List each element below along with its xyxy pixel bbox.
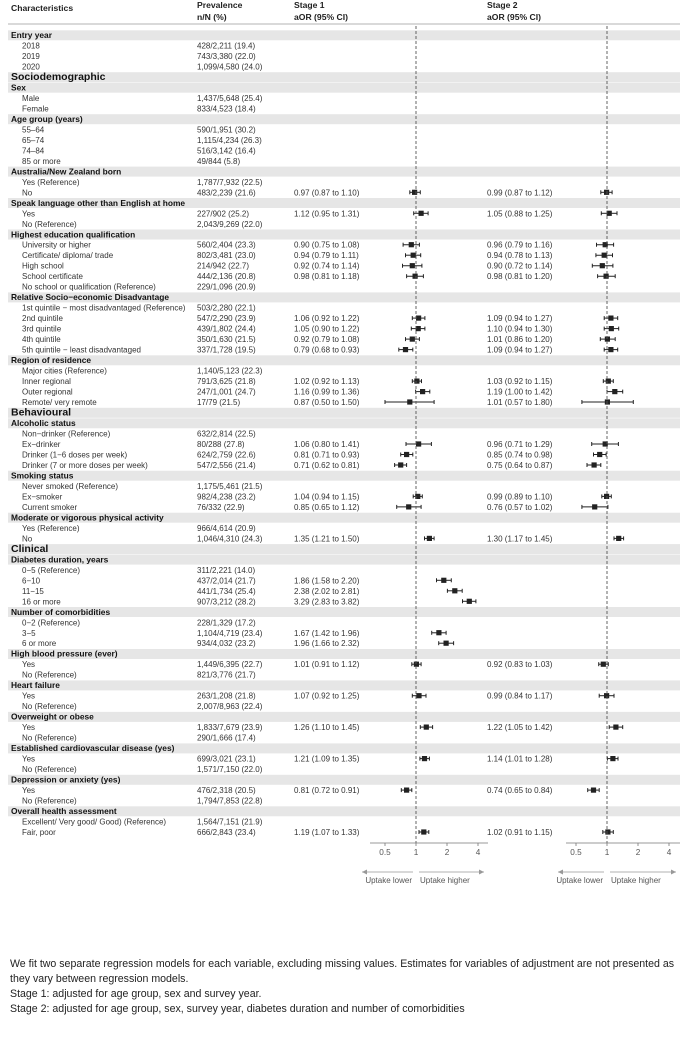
row-band-42 [8, 471, 680, 481]
stage2-point-40 [597, 452, 602, 457]
group-label-65: Overweight or obese [11, 711, 94, 722]
stage1-aor-20: 0.90 (0.75 to 1.08) [294, 240, 360, 250]
stage2-tick-label-0: 0.5 [570, 848, 582, 857]
row-label-53: 11−15 [22, 586, 44, 596]
stage1-aor-57: 1.67 (1.42 to 1.96) [294, 628, 360, 638]
stage1-aor-66: 1.26 (1.10 to 1.45) [294, 723, 360, 733]
row-label-63: Yes [22, 691, 36, 701]
stage1-aor-21: 0.94 (0.79 to 1.11) [294, 251, 359, 261]
stage1-aor-34: 1.16 (0.99 to 1.36) [294, 387, 360, 397]
stage2-point-28 [609, 326, 614, 331]
stage1-point-27 [416, 316, 421, 321]
stage2-aor-34: 1.19 (1.00 to 1.42) [487, 387, 553, 397]
row-label-44: Ex−smoker [22, 492, 63, 502]
stage1-point-53 [452, 588, 457, 593]
stage1-aor-44: 1.04 (0.94 to 1.15) [294, 492, 360, 502]
row-band-0 [8, 30, 680, 40]
row-label-76: Fair, poor [22, 828, 56, 837]
stage1-point-72 [404, 788, 409, 793]
row-label-9: 55–64 [22, 125, 45, 135]
prevalence-35: 17/79 (21.5) [197, 398, 241, 407]
row-label-64: No (Reference) [22, 702, 77, 712]
row-label-39: Ex−drinker [22, 440, 61, 449]
row-label-52: 6−10 [22, 576, 41, 586]
group-label-31: Region of residence [11, 355, 92, 366]
row-label-3: 2020 [22, 62, 40, 72]
stage1-aor-17: 1.12 (0.95 to 1.31) [294, 209, 360, 219]
prevalence-10: 1,115/4,234 (26.3) [197, 135, 262, 145]
prevalence-40: 624/2,759 (22.6) [197, 450, 256, 460]
row-label-35: Remote/ very remote [22, 398, 97, 407]
group-label-0: Entry year [11, 30, 52, 40]
row-label-32: Major cities (Reference) [22, 366, 107, 376]
stage1-aor-72: 0.81 (0.72 to 0.91) [294, 786, 360, 796]
prevalence-63: 263/1,208 (21.8) [197, 691, 256, 701]
stage2-point-22 [600, 263, 605, 268]
row-label-29: 4th quintile [22, 335, 61, 345]
stage1-point-39 [416, 441, 421, 446]
row-label-12: 85 or more [22, 156, 61, 166]
row-label-27: 2nd quintile [22, 314, 63, 324]
prevalence-60: 1,449/6,395 (22.7) [197, 660, 263, 670]
stage1-aor-76: 1.19 (1.07 to 1.33) [294, 828, 360, 837]
stage1-aor-63: 1.07 (0.92 to 1.25) [294, 691, 360, 701]
stage2-aor-76: 1.02 (0.91 to 1.15) [487, 828, 553, 837]
stage2-point-30 [608, 347, 613, 352]
row-label-58: 6 or more [22, 639, 57, 649]
stage1-aor-48: 1.35 (1.21 to 1.50) [294, 534, 360, 544]
prevalence-52: 437/2,014 (21.7) [197, 576, 256, 586]
row-label-38: Non−drinker (Reference) [22, 429, 111, 439]
prevalence-45: 76/332 (22.9) [197, 502, 245, 512]
row-label-28: 3rd quintile [22, 324, 62, 334]
footnote [10, 957, 678, 1017]
prevalence-17: 227/902 (25.2) [197, 209, 250, 219]
header-stage2: Stage 2 [487, 0, 518, 10]
stage1-direction-lower: Uptake lower [365, 876, 412, 885]
stage1-aor-29: 0.92 (0.79 to 1.08) [294, 335, 360, 345]
prevalence-57: 1,104/4,719 (23.4) [197, 628, 263, 638]
prevalence-43: 1,175/5,461 (21.5) [197, 481, 263, 491]
stage2-point-48 [616, 536, 621, 541]
stage2-aor-41: 0.75 (0.64 to 0.87) [487, 461, 553, 470]
stage2-point-21 [602, 253, 607, 258]
prevalence-33: 791/3,625 (21.8) [197, 377, 256, 387]
row-label-61: No (Reference) [22, 670, 77, 680]
stage2-aor-72: 0.74 (0.65 to 0.84) [487, 786, 553, 796]
stage2-aor-17: 1.05 (0.88 to 1.25) [487, 209, 553, 219]
stage1-aor-33: 1.02 (0.92 to 1.13) [294, 377, 360, 387]
row-label-54: 16 or more [22, 597, 61, 607]
stage1-point-17 [419, 211, 424, 216]
stage1-aor-35: 0.87 (0.50 to 1.50) [294, 398, 360, 407]
prevalence-34: 247/1,001 (24.7) [197, 387, 256, 397]
stage2-aor-30: 1.09 (0.94 to 1.27) [487, 345, 553, 355]
group-label-46: Moderate or vigorous physical activity [11, 512, 164, 523]
prevalence-38: 632/2,814 (22.5) [197, 429, 256, 439]
stage2-aor-20: 0.96 (0.79 to 1.16) [487, 240, 553, 250]
stage2-point-45 [592, 504, 597, 509]
group-label-8: Age group (years) [11, 113, 83, 124]
stage1-point-69 [422, 756, 427, 761]
row-band-36 [8, 408, 680, 418]
row-label-20: University or higher [22, 240, 91, 250]
stage1-aor-39: 1.06 (0.80 to 1.41) [294, 440, 360, 449]
prevalence-29: 350/1,630 (21.5) [197, 335, 256, 345]
stage1-aor-45: 0.85 (0.65 to 1.12) [294, 502, 360, 512]
stage2-aor-44: 0.99 (0.89 to 1.10) [487, 492, 553, 502]
stage2-point-33 [606, 379, 611, 384]
prevalence-27: 547/2,290 (23.9) [197, 314, 256, 324]
stage1-point-76 [421, 829, 426, 834]
stage1-point-21 [411, 253, 416, 258]
row-label-43: Never smoked (Reference) [22, 481, 119, 491]
prevalence-11: 516/3,142 (16.4) [197, 146, 256, 156]
group-label-19: Highest education qualification [11, 229, 136, 240]
stage1-point-54 [467, 599, 472, 604]
stage1-aor-58: 1.96 (1.66 to 2.32) [294, 639, 360, 649]
header-stage2-unit: aOR (95% CI) [487, 12, 541, 22]
prevalence-61: 821/3,776 (21.7) [197, 670, 256, 680]
prevalence-53: 441/1,734 (25.4) [197, 586, 256, 596]
row-label-7: Female [22, 104, 49, 114]
stage2-direction-lower: Uptake lower [556, 876, 603, 885]
stage2-tick-label-3: 4 [666, 848, 672, 857]
stage2-point-72 [591, 788, 596, 793]
stage1-point-30 [403, 347, 408, 352]
group-label-50: Diabetes duration, years [11, 554, 109, 565]
prevalence-66: 1,833/7,679 (23.9) [197, 723, 263, 733]
row-label-22: High school [22, 261, 64, 271]
header-stage1: Stage 1 [294, 0, 325, 10]
footnote-line-1: We fit two separate regression models for each variable, excluding missing values. Estimates for variables of adjustment are not presented as they vary between regression models. [10, 958, 675, 985]
row-band-50 [8, 555, 680, 565]
stage2-aor-63: 0.99 (0.84 to 1.17) [487, 691, 553, 701]
prevalence-6: 1,437/5,648 (25.4) [197, 93, 263, 103]
group-label-71: Depression or anxiety (yes) [11, 774, 121, 785]
stage2-aor-33: 1.03 (0.92 to 1.15) [487, 377, 553, 387]
prevalence-7: 833/4,523 (18.4) [197, 104, 256, 114]
stage1-point-35 [407, 399, 412, 404]
row-label-23: School certificate [22, 272, 83, 282]
prevalence-58: 934/4,032 (23.2) [197, 639, 256, 649]
stage1-aor-41: 0.71 (0.62 to 0.81) [294, 461, 360, 470]
section-label-36: Behavioural [11, 406, 72, 419]
footnote-line-3: Stage 2: adjusted for age group, sex, survey year, diabetes duration and number of comorbidities [10, 1003, 465, 1015]
row-label-73: No (Reference) [22, 796, 77, 806]
stage1-aor-53: 2.38 (2.02 to 2.81) [294, 586, 360, 596]
stage1-point-41 [398, 462, 403, 467]
stage2-aor-28: 1.10 (0.94 to 1.30) [487, 324, 553, 334]
prevalence-1: 428/2,211 (19.4) [197, 41, 256, 51]
prevalence-44: 982/4,238 (23.2) [197, 492, 256, 502]
prevalence-28: 439/1,802 (24.4) [197, 324, 256, 334]
group-label-59: High blood pressure (ever) [11, 648, 118, 659]
row-label-15: No [22, 188, 33, 198]
prevalence-51: 311/2,221 (14.0) [197, 565, 256, 575]
row-band-5 [8, 83, 680, 93]
header-prevalence: Prevalence [197, 0, 243, 10]
group-label-68: Established cardiovascular disease (yes) [11, 743, 175, 754]
prevalence-75: 1,564/7,151 (21.9) [197, 817, 263, 827]
stage1-aor-40: 0.81 (0.71 to 0.93) [294, 450, 360, 460]
row-label-2: 2019 [22, 52, 40, 61]
prevalence-39: 80/288 (27.8) [197, 440, 245, 449]
stage1-aor-28: 1.05 (0.90 to 1.22) [294, 324, 360, 334]
stage2-aor-39: 0.96 (0.71 to 1.29) [487, 440, 553, 449]
header-prevalence-unit: n/N (%) [197, 12, 227, 22]
stage1-aor-15: 0.97 (0.87 to 1.10) [294, 188, 360, 198]
stage1-point-52 [441, 578, 446, 583]
prevalence-12: 49/844 (5.8) [197, 156, 241, 166]
prevalence-48: 1,046/4,310 (24.3) [197, 534, 263, 544]
prevalence-32: 1,140/5,123 (22.3) [197, 366, 263, 376]
stage1-tick-label-2: 2 [444, 848, 450, 857]
prevalence-15: 483/2,239 (21.6) [197, 188, 256, 198]
stage2-tick-label-1: 1 [604, 848, 610, 857]
prevalence-41: 547/2,556 (21.4) [197, 461, 256, 470]
row-band-8 [8, 114, 680, 124]
stage1-point-34 [420, 389, 425, 394]
group-label-62: Heart failure [11, 680, 60, 691]
prevalence-76: 666/2,843 (23.4) [197, 828, 256, 837]
row-label-45: Current smoker [22, 502, 78, 512]
prevalence-67: 290/1,666 (17.4) [197, 733, 256, 743]
row-label-1: 2018 [22, 41, 40, 51]
row-label-11: 74–84 [22, 146, 45, 156]
row-label-57: 3−5 [22, 628, 36, 638]
stage2-aor-23: 0.98 (0.81 to 1.20) [487, 272, 553, 282]
prevalence-56: 228/1,329 (17.2) [197, 618, 256, 628]
stage1-point-40 [404, 452, 409, 457]
row-label-40: Drinker (1−6 doses per week) [22, 450, 128, 460]
stage1-tick-label-3: 4 [475, 848, 481, 857]
prevalence-18: 2,043/9,269 (22.0) [197, 219, 263, 229]
stage1-point-20 [409, 242, 414, 247]
row-label-33: Inner regional [22, 377, 71, 387]
stage2-point-76 [605, 829, 610, 834]
group-label-55: Number of comorbidities [11, 606, 111, 617]
stage2-aor-45: 0.76 (0.57 to 1.02) [487, 502, 553, 512]
stage2-aor-66: 1.22 (1.05 to 1.42) [487, 723, 553, 733]
prevalence-30: 337/1,728 (19.5) [197, 345, 256, 355]
stage1-aor-52: 1.86 (1.58 to 2.20) [294, 576, 360, 586]
stage1-tick-label-1: 1 [413, 848, 419, 857]
group-label-74: Overall health assessment [11, 806, 117, 816]
section-label-49: Clinical [11, 542, 49, 555]
group-label-13: Australia/New Zealand born [11, 166, 122, 177]
row-label-69: Yes [22, 754, 36, 764]
header-stage1-unit: aOR (95% CI) [294, 12, 348, 22]
row-label-26: 1st quintile − most disadvantaged (Reference) [22, 303, 186, 313]
footnote-line-2: Stage 1: adjusted for age group, sex and survey year. [10, 988, 262, 1000]
stage2-aor-69: 1.14 (1.01 to 1.28) [487, 754, 553, 764]
stage2-aor-48: 1.30 (1.17 to 1.45) [487, 534, 553, 544]
stage2-point-66 [613, 725, 618, 730]
stage1-aor-23: 0.98 (0.81 to 1.18) [294, 272, 360, 282]
stage2-tick-label-2: 2 [635, 848, 641, 857]
row-band-62 [8, 680, 680, 690]
stage2-point-23 [604, 274, 609, 279]
row-label-41: Drinker (7 or more doses per week) [22, 461, 148, 470]
row-band-4 [8, 72, 680, 82]
prevalence-73: 1,794/7,853 (22.8) [197, 796, 263, 806]
prevalence-23: 444/2,136 (20.8) [197, 272, 256, 282]
prevalence-2: 743/3,380 (22.0) [197, 52, 256, 61]
prevalence-24: 229/1,096 (20.9) [197, 282, 256, 292]
row-band-31 [8, 355, 680, 365]
row-label-14: Yes (Reference) [22, 177, 80, 187]
stage2-aor-60: 0.92 (0.83 to 1.03) [487, 660, 553, 670]
group-label-16: Speak language other than English at home [11, 197, 186, 208]
stage1-point-23 [413, 274, 418, 279]
group-label-37: Alcoholic status [11, 418, 76, 428]
row-label-10: 65–74 [22, 135, 45, 145]
stage2-aor-15: 0.99 (0.87 to 1.12) [487, 188, 553, 198]
row-label-48: No [22, 534, 33, 544]
prevalence-72: 476/2,318 (20.5) [197, 786, 256, 796]
prevalence-64: 2,007/8,963 (22.4) [197, 702, 263, 712]
stage2-point-41 [592, 462, 597, 467]
prevalence-21: 802/3,481 (23.0) [197, 251, 256, 261]
stage2-aor-21: 0.94 (0.78 to 1.13) [487, 251, 553, 261]
stage1-point-45 [406, 504, 411, 509]
stage1-point-48 [427, 536, 432, 541]
prevalence-14: 1,787/7,932 (22.5) [197, 177, 263, 187]
row-label-66: Yes [22, 723, 36, 733]
row-label-56: 0−2 (Reference) [22, 618, 81, 628]
stage2-aor-29: 1.01 (0.86 to 1.20) [487, 335, 553, 345]
stage1-aor-27: 1.06 (0.92 to 1.22) [294, 314, 360, 324]
stage2-aor-40: 0.85 (0.74 to 0.98) [487, 450, 553, 460]
row-label-18: No (Reference) [22, 219, 77, 229]
row-band-49 [8, 544, 680, 554]
stage1-point-57 [436, 630, 441, 635]
stage2-aor-35: 1.01 (0.57 to 1.80) [487, 398, 553, 407]
stage1-aor-69: 1.21 (1.09 to 1.35) [294, 754, 360, 764]
stage1-aor-60: 1.01 (0.91 to 1.12) [294, 660, 360, 670]
prevalence-70: 1,571/7,150 (22.0) [197, 765, 263, 775]
stage2-point-34 [612, 389, 617, 394]
stage2-aor-27: 1.09 (0.94 to 1.27) [487, 314, 553, 324]
row-label-70: No (Reference) [22, 765, 77, 775]
stage2-point-69 [610, 756, 615, 761]
row-label-34: Outer regional [22, 387, 73, 397]
stage1-point-22 [410, 263, 415, 268]
stage1-point-63 [416, 693, 421, 698]
stage2-point-60 [601, 662, 606, 667]
stage1-point-58 [444, 641, 449, 646]
stage1-direction-higher: Uptake higher [420, 876, 470, 885]
stage1-point-66 [424, 725, 429, 730]
prevalence-54: 907/3,212 (28.2) [197, 597, 256, 607]
stage1-tick-label-0: 0.5 [379, 848, 391, 857]
stage1-aor-22: 0.92 (0.74 to 1.14) [294, 261, 360, 271]
row-label-51: 0−5 (Reference) [22, 565, 81, 575]
stage1-point-29 [410, 337, 415, 342]
row-label-60: Yes [22, 660, 36, 670]
stage1-point-33 [414, 379, 419, 384]
prevalence-20: 560/2,404 (23.3) [197, 240, 256, 250]
row-label-67: No (Reference) [22, 733, 77, 743]
stage2-aor-22: 0.90 (0.72 to 1.14) [487, 261, 553, 271]
stage1-aor-54: 3.29 (2.83 to 3.82) [294, 597, 360, 607]
header-characteristics: Characteristics [11, 3, 74, 13]
stage1-aor-30: 0.79 (0.68 to 0.93) [294, 345, 360, 355]
row-label-6: Male [22, 93, 40, 103]
row-label-75: Excellent/ Very good/ Good) (Reference) [22, 817, 167, 827]
row-label-24: No school or qualification (Reference) [22, 282, 156, 292]
row-label-47: Yes (Reference) [22, 523, 80, 533]
stage2-direction-higher: Uptake higher [611, 876, 661, 885]
group-label-42: Smoking status [11, 470, 74, 481]
prevalence-26: 503/2,280 (22.1) [197, 303, 256, 313]
prevalence-69: 699/3,021 (23.1) [197, 754, 256, 764]
row-label-17: Yes [22, 209, 36, 219]
row-band-37 [8, 418, 680, 428]
row-label-30: 5th quintile − least disadvantaged [22, 345, 141, 355]
section-label-4: Sociodemographic [11, 70, 106, 83]
group-label-25: Relative Socio−economic Disadvantage [11, 292, 170, 303]
prevalence-9: 590/1,951 (30.2) [197, 125, 256, 135]
row-band-65 [8, 712, 680, 722]
prevalence-3: 1,099/4,580 (24.0) [197, 62, 263, 72]
row-label-21: Certificate/ diploma/ trade [22, 251, 114, 261]
row-label-72: Yes [22, 786, 36, 796]
group-label-5: Sex [11, 82, 26, 93]
prevalence-47: 966/4,614 (20.9) [197, 523, 256, 533]
stage2-point-27 [608, 316, 613, 321]
prevalence-22: 214/942 (22.7) [197, 261, 250, 271]
